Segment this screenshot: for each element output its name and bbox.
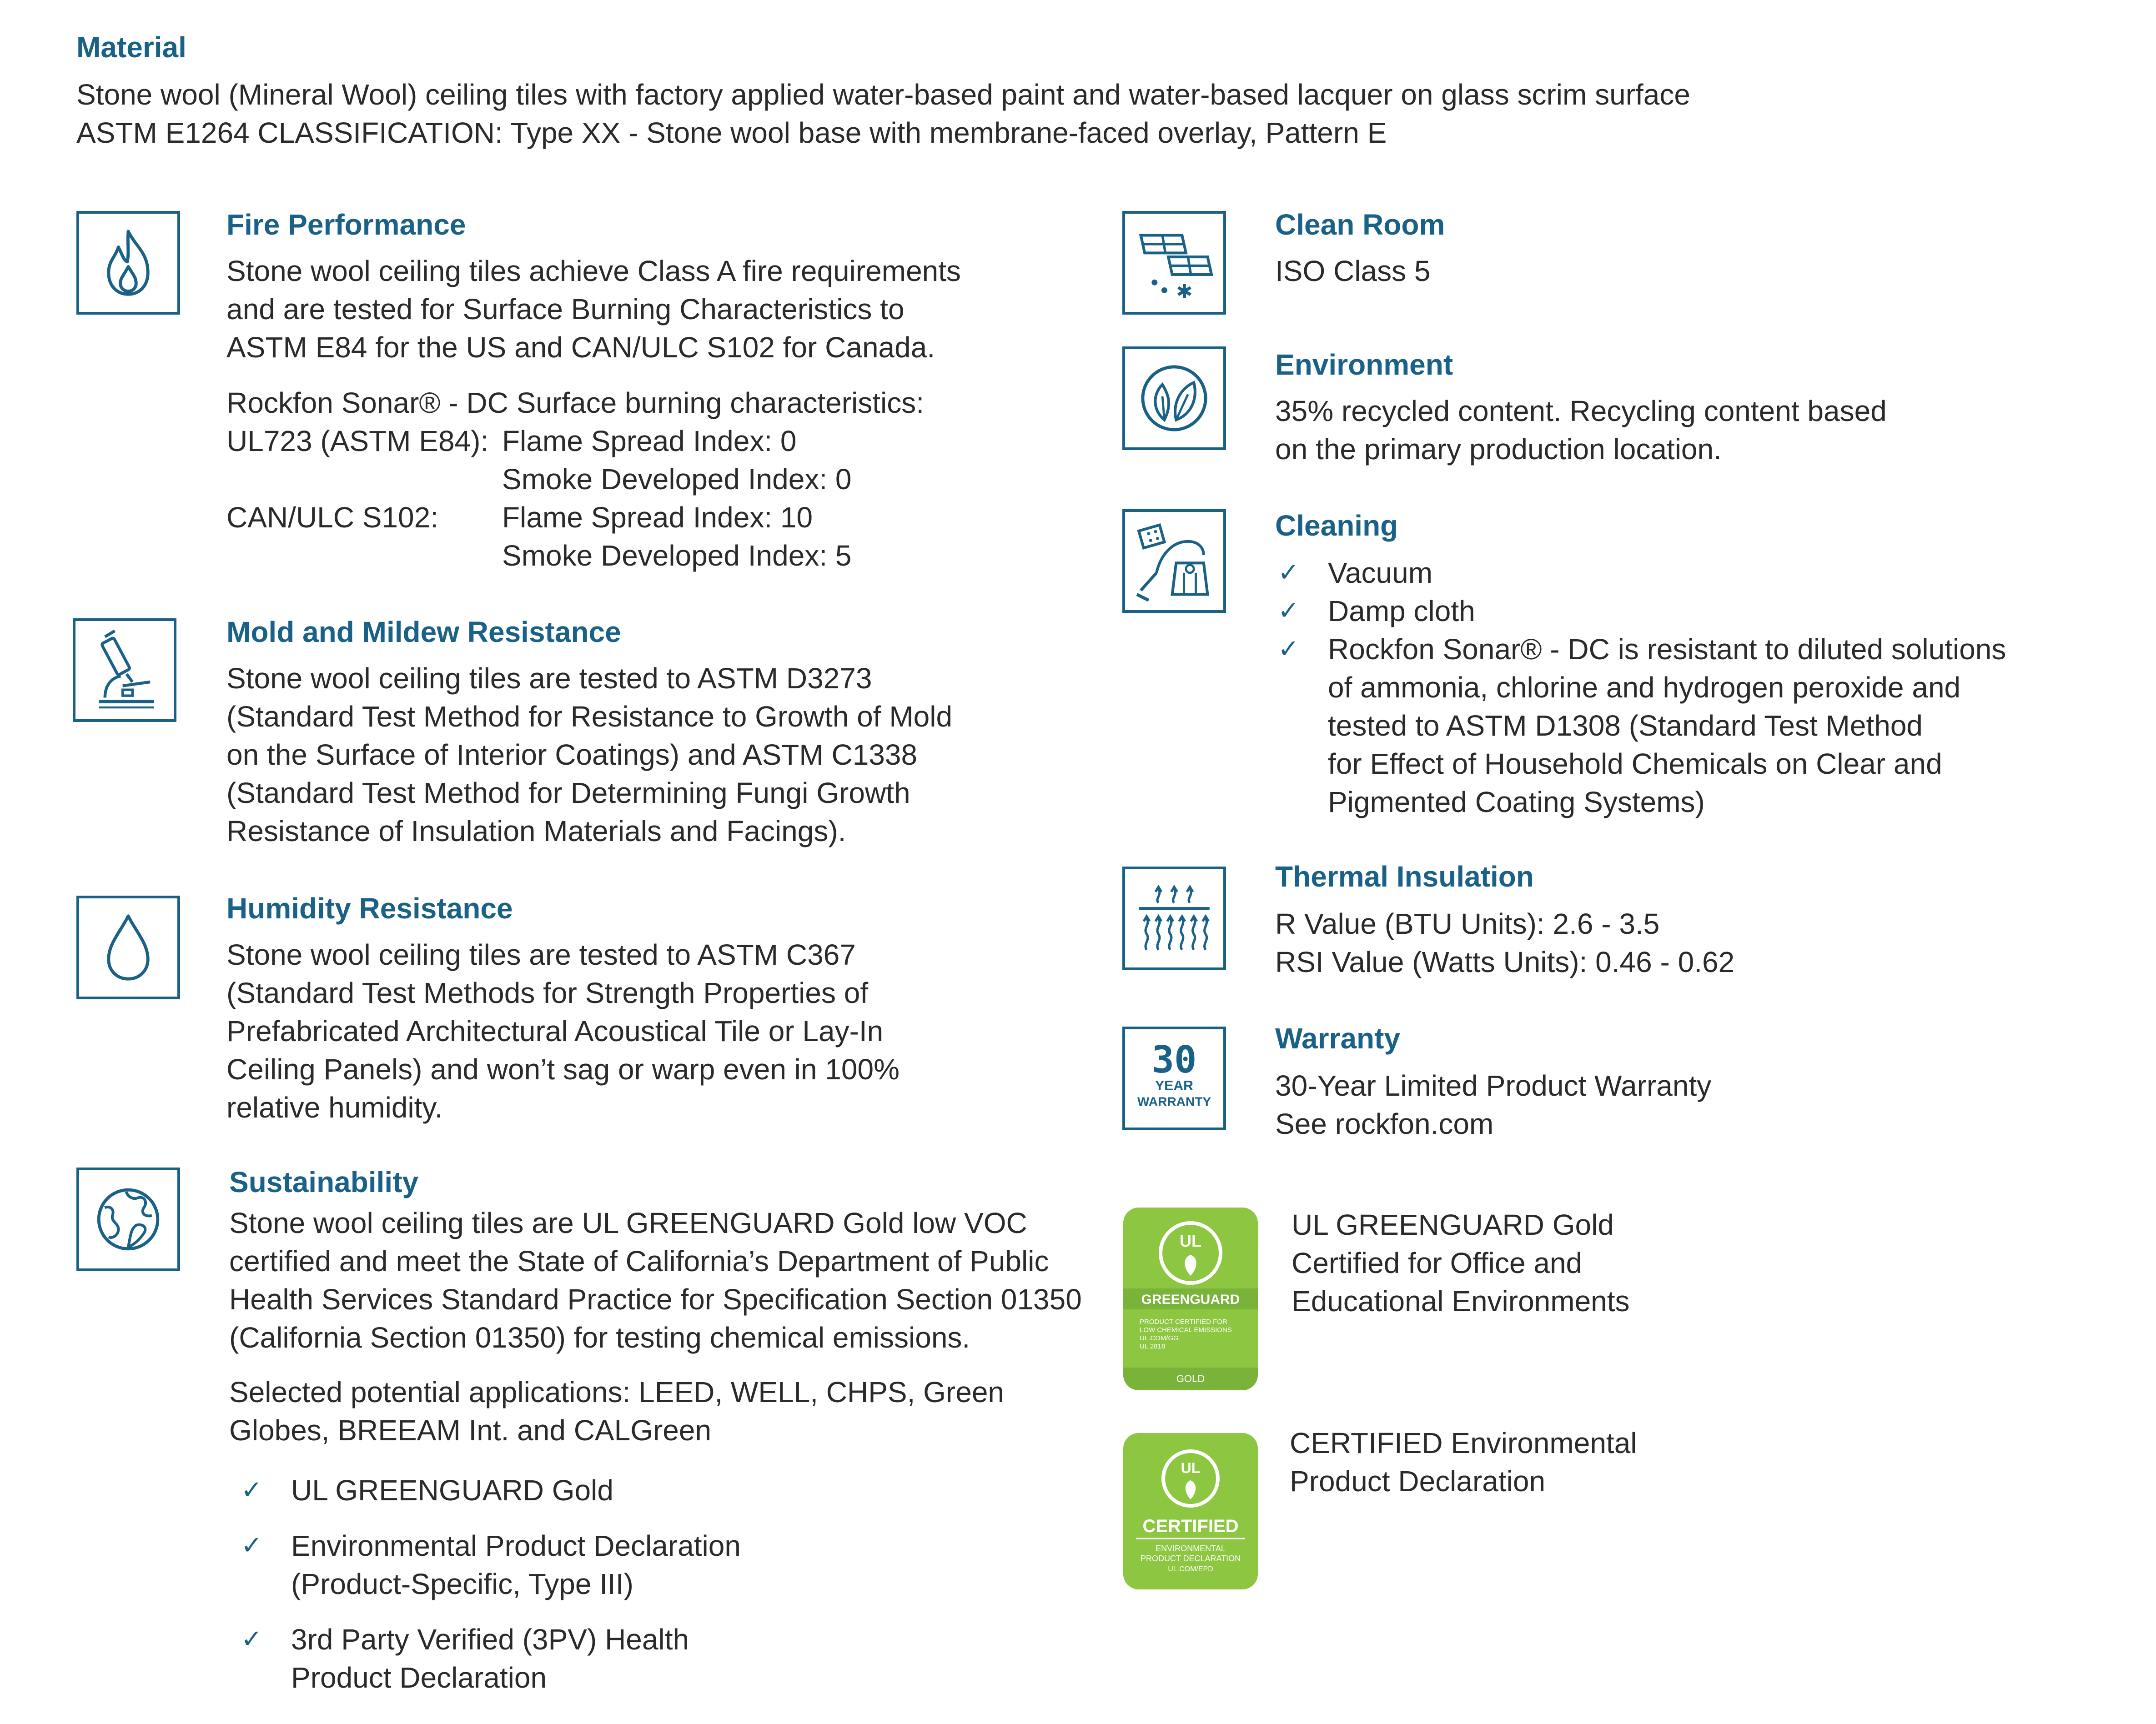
warranty-line: 30-Year Limited Product Warranty [1275,1069,1712,1102]
warranty-icon [1122,1027,1226,1130]
mold-line: on the Surface of Interior Coatings) and ASTM C1338 [226,738,918,771]
thermal-insulation-title: Thermal Insulation [1275,860,1534,893]
table-value: Flame Spread Index: 0 [502,425,797,457]
svg-text:UL: UL [1180,1232,1201,1250]
list-item-text: tested to ASTM D1308 (Standard Test Method [1328,709,1923,742]
warranty-year-label: YEAR [1155,1078,1194,1093]
table-value: Smoke Developed Index: 0 [502,463,852,496]
globe-icon [76,1168,180,1271]
applications-line: Globes, BREEAM Int. and CALGreen [229,1414,712,1447]
list-item-text: Damp cloth [1328,595,1475,627]
greenguard-line: Certified for Office and [1292,1247,1583,1279]
humidity-line: Prefabricated Architectural Acoustical Tile or Lay-In [226,1015,884,1047]
material-line: Stone wool (Mineral Wool) ceiling tiles with factory applied water-based paint and water-based lacquer on glass scrim surface [76,78,1690,111]
table-label: CAN/ULC S102: [226,501,438,534]
clean-room-icon [1122,211,1226,315]
list-item-text: for Effect of Household Chemicals on Clear and [1328,747,1942,780]
checkmark-icon: ✓ [1278,558,1299,587]
checkmark-icon: ✓ [1278,596,1299,626]
warranty-line: See rockfon.com [1275,1108,1494,1140]
list-item [1278,592,2006,630]
material-line: ASTM E1264 CLASSIFICATION: Type XX - Stone wool base with membrane-faced overlay, Pattern E [76,116,1387,149]
clean-room-title: Clean Room [1275,208,1445,241]
epd-logo-text: CERTIFIED [1142,1516,1239,1536]
list-item-text: 3rd Party Verified (3PV) Health [291,1623,689,1656]
epd-line: CERTIFIED Environmental [1290,1427,1637,1459]
sustainability-line: certified and meet the State of California’s Department of Public [229,1245,1049,1278]
warranty-number: 30 [1151,1038,1197,1082]
thermal-icon [1122,867,1226,970]
greenguard-line: Educational Environments [1292,1285,1630,1318]
list-item [241,1620,741,1697]
environment-line: on the primary production location. [1275,433,1722,466]
table-value: Smoke Developed Index: 5 [502,539,852,572]
list-item-text: of ammonia, chlorine and hydrogen peroxide and [1328,671,1961,704]
microscope-icon [73,618,176,722]
humidity-line: (Standard Test Methods for Strength Properties of [226,977,869,1009]
environment-title: Environment [1275,348,1453,381]
flame-icon [76,211,180,315]
clean-room-text: ISO Class 5 [1275,255,1431,287]
fire-table-title: Rockfon Sonar® - DC Surface burning characteristics: [226,386,924,419]
mold-line: (Standard Test Method for Resistance to Growth of Mold [226,700,953,733]
ul-certified-epd-logo [1123,1433,1258,1589]
warranty-label: WARRANTY [1137,1094,1211,1109]
list-item-text: UL GREENGUARD Gold [291,1474,613,1507]
greenguard-line: UL GREENGUARD Gold [1292,1208,1614,1241]
mold-mildew-description [226,659,952,850]
applications-line: Selected potential applications: LEED, WELL, CHPS, Green [229,1376,1004,1408]
epd-fine-print: PRODUCT DECLARATION [1140,1554,1241,1563]
humidity-line: Stone wool ceiling tiles are tested to ASTM C367 [226,938,856,971]
greenguard-logo-text: GREENGUARD [1141,1292,1240,1307]
water-drop-icon [76,896,180,999]
sustainability-check-list [241,1471,741,1697]
list-item-text: Vacuum [1328,556,1433,589]
table-value: Flame Spread Index: 10 [502,501,813,534]
list-item [1278,630,2006,821]
leaf-icon [1122,346,1226,450]
warranty-description [1275,1067,1711,1143]
epd-fine-print: ENVIRONMENTAL [1156,1544,1226,1553]
environment-description [1275,392,1887,468]
fire-line: and are tested for Surface Burning Characteristics to [226,293,905,326]
sustainability-line: (California Section 01350) for testing chemical emissions. [229,1321,970,1354]
epd-fine-print: UL.COM/EPD [1168,1565,1213,1573]
ul-greenguard-logo [1123,1208,1258,1390]
greenguard-fine-print: LOW CHEMICAL EMISSIONS [1140,1326,1232,1334]
cleaning-title: Cleaning [1275,509,1398,542]
sustainability-description [229,1204,1082,1357]
epd-description [1290,1424,1637,1500]
humidity-title: Humidity Resistance [226,892,513,925]
list-item-text: Product Declaration [291,1661,547,1694]
svg-text:UL: UL [1181,1460,1201,1476]
list-item-text: (Product-Specific, Type III) [291,1568,633,1600]
sustainability-applications [229,1373,1004,1449]
table-row [226,422,851,460]
humidity-line: Ceiling Panels) and won’t sag or warp even in 100% [226,1053,900,1086]
list-item [241,1527,741,1603]
warranty-title: Warranty [1275,1022,1401,1055]
mold-line: Stone wool ceiling tiles are tested to ASTM D3273 [226,662,872,695]
greenguard-fine-print: UL 2818 [1140,1343,1166,1350]
table-row [226,498,851,536]
checkmark-icon: ✓ [241,1531,262,1560]
table-row [226,536,851,575]
greenguard-fine-print: PRODUCT CERTIFIED FOR [1140,1318,1227,1326]
table-label [226,536,502,575]
vacuum-icon [1122,509,1226,613]
mold-line: Resistance of Insulation Materials and Facings). [226,815,846,847]
svg-text:✱: ✱ [1176,280,1193,303]
greenguard-footer: GOLD [1176,1373,1205,1384]
mold-line: (Standard Test Method for Determining Fungi Growth [226,777,910,809]
cleaning-check-list [1278,554,2006,821]
humidity-description [226,936,900,1127]
humidity-line: relative humidity. [226,1091,443,1124]
material-description [76,75,1690,152]
fire-line: ASTM E84 for the US and CAN/ULC S102 for Canada. [226,331,935,364]
list-item [241,1471,741,1509]
greenguard-description [1292,1206,1630,1320]
surface-burning-table [226,422,851,575]
list-item [1278,554,2006,592]
rsi-value: RSI Value (Watts Units): 0.46 - 0.62 [1275,946,1735,978]
mold-mildew-title: Mold and Mildew Resistance [226,616,621,648]
list-item-text: Environmental Product Declaration [291,1529,741,1562]
checkmark-icon: ✓ [241,1624,262,1654]
environment-line: 35% recycled content. Recycling content based [1275,395,1887,427]
table-label: UL723 (ASTM E84): [226,425,489,457]
table-row [226,460,851,498]
material-title: Material [76,31,186,64]
checkmark-icon: ✓ [1278,634,1299,664]
thermal-insulation-values [1275,905,1734,981]
sustainability-line: Stone wool ceiling tiles are UL GREENGUARD Gold low VOC [229,1207,1027,1239]
greenguard-fine-print: UL.COM/GG [1140,1334,1179,1342]
fire-line: Stone wool ceiling tiles achieve Class A fire requirements [226,255,961,287]
epd-line: Product Declaration [1290,1465,1546,1498]
list-item-text: Rockfon Sonar® - DC is resistant to diluted solutions [1328,633,2006,666]
fire-performance-title: Fire Performance [226,208,466,241]
fire-performance-description [226,252,961,366]
r-value: R Value (BTU Units): 2.6 - 3.5 [1275,907,1660,940]
table-label [226,460,502,498]
sustainability-title: Sustainability [229,1166,419,1198]
sustainability-line: Health Services Standard Practice for Specification Section 01350 [229,1283,1082,1316]
list-item-text: Pigmented Coating Systems) [1328,786,1705,818]
checkmark-icon: ✓ [241,1475,262,1505]
